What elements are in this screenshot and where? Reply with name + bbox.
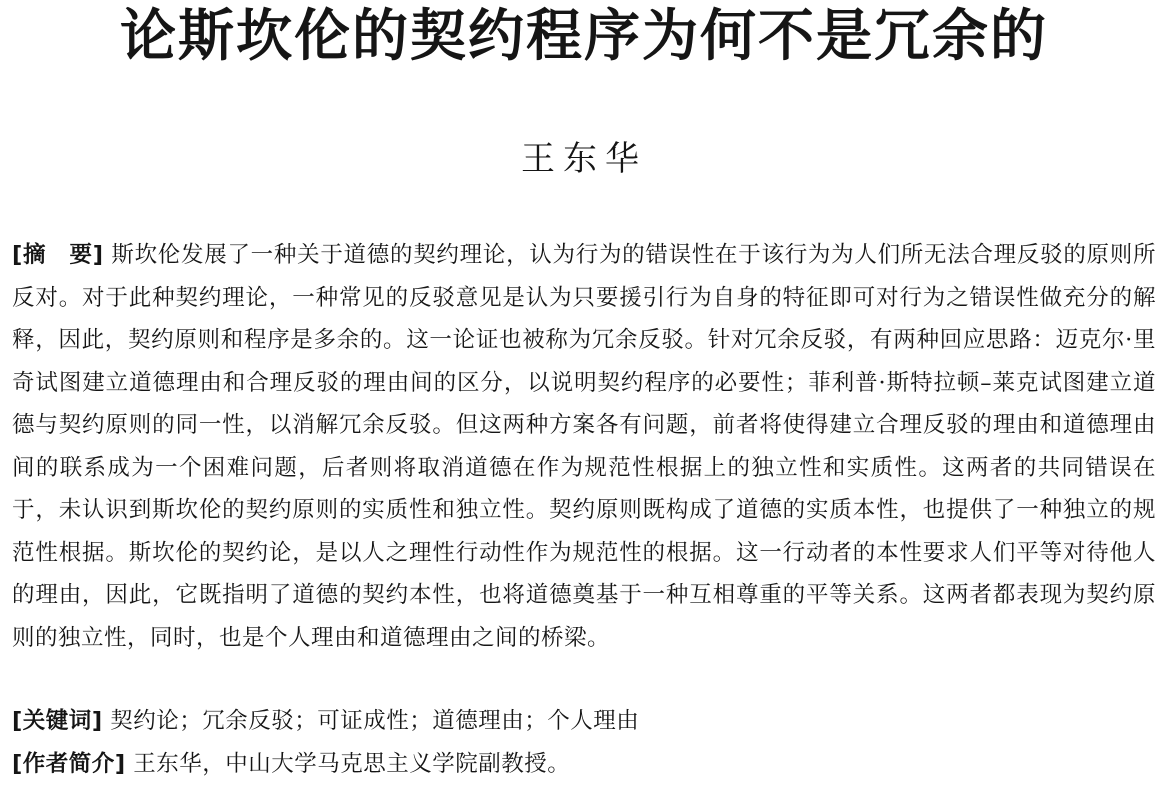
author-bio-label: 作者简介	[22, 751, 115, 777]
keywords-bracket-close: ]	[91, 708, 103, 734]
abstract-bracket-close: ]	[92, 242, 104, 268]
keywords-label: 关键词	[22, 708, 92, 734]
abstract-text: 斯坎伦发展了一种关于道德的契约理论，认为行为的错误性在于该行为为人们所无法合理反驳的原则所反对。对于此种契约理论，一种常见的反驳意见是认为只要援引行为自身的特征即可对行为之错误性做充分的解释，因此，契约原则和程序是多余的。这一论证也被称为冗余反驳。针对冗余反驳，有两种回应思路：迈克尔·里奇试图建立道德理由和合理反驳的理由间的区分，以说明契约程序的必要性；菲利普·斯特拉顿–莱克试图建立道德与契约原则的同一性，以消解冗余反驳。但这两种方案各有问题，前者将使得建立合理反驳的理由和道德理由间的联系成为一个困难问题，后者则将取消道德在作为规范性根据上的独立性和实质性。这两者的共同错误在于，未认识到斯坎伦的契约原则的实质性和独立性。契约原则既构成了道德的实质本性，也提供了一种独立的规范性根据。斯坎伦的契约论，是以人之理性行动性作为规范性的根据。这一行动者的本性要求人们平等对待他人的理由，因此，它既指明了道德的契约本性，也将道德奠基于一种互相尊重的平等关系。这两者都表现为契约原则的独立性，同时，也是个人理由和道德理由之间的桥梁。	[12, 242, 1156, 651]
author-bio-text: 王东华，中山大学马克思主义学院副教授。	[133, 751, 571, 777]
keywords-line	[12, 703, 1156, 739]
author-bio-bracket-open: [	[12, 751, 23, 777]
abstract-paragraph	[12, 234, 1156, 659]
author-bio-bracket-close: ]	[114, 751, 126, 777]
abstract-label: 摘 要	[22, 242, 93, 268]
author-name: 王东华	[521, 139, 647, 179]
article-title: 论斯坎伦的契约程序为何不是冗余的	[120, 4, 1048, 69]
keywords-bracket-open: [	[12, 708, 23, 734]
keywords-text: 契约论；冗余反驳；可证成性；道德理由；个人理由	[110, 708, 640, 734]
author-bio-line	[12, 746, 1156, 782]
abstract-bracket-open: [	[12, 242, 23, 268]
